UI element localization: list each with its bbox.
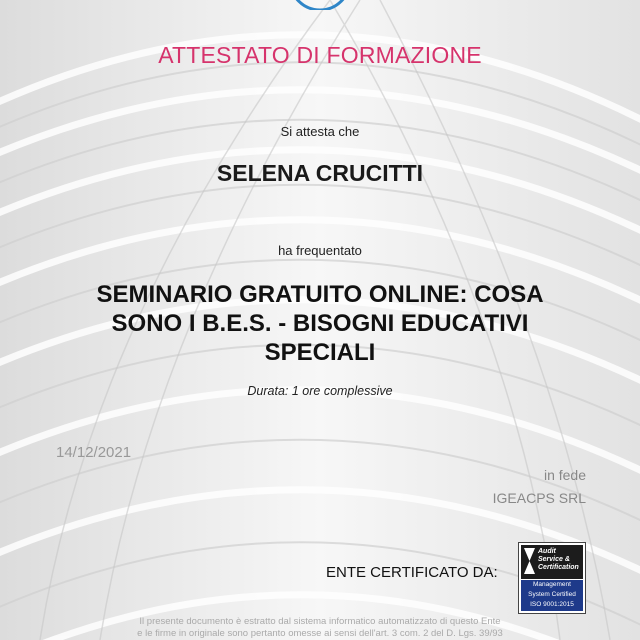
certified-by-label: ENTE CERTIFICATO DA: bbox=[326, 564, 498, 581]
badge-line-6: ISO 9001:2015 bbox=[530, 601, 574, 608]
footer-disclaimer bbox=[0, 616, 640, 640]
recipient-name: SELENA CRUCITTI bbox=[216, 160, 424, 186]
certification-badge bbox=[518, 542, 586, 614]
badge-line-4: Management bbox=[533, 581, 571, 588]
badge-line-3: Certification bbox=[538, 564, 579, 571]
issue-date: 14/12/2021 bbox=[56, 444, 132, 461]
course-duration: Durata: 1 ore complessive bbox=[247, 384, 393, 398]
course-title: SEMINARIO GRATUITO ONLINE: COSA SONO I B.E.S. - BISOGNI EDUCATIVI SPECIALI bbox=[96, 281, 544, 366]
logo-ring-icon bbox=[280, 0, 360, 10]
certificate-title: ATTESTATO DI FORMAZIONE bbox=[158, 42, 482, 68]
badge-footer bbox=[521, 580, 583, 611]
attended-label: ha frequentato bbox=[278, 243, 362, 258]
badge-line-2: Service & bbox=[538, 556, 570, 563]
intro-text: Si attesta che bbox=[280, 124, 360, 139]
footer-line-2: e le firme in originale sono pertanto omesse ai sensi dell'art. 3 com. 2 del D. Lgs. 39/93 bbox=[137, 628, 503, 639]
badge-header bbox=[521, 545, 583, 579]
badge-line-5: System Certified bbox=[528, 591, 576, 598]
issuer-name: IGEACPS SRL bbox=[492, 490, 586, 506]
footer-line-1: Il presente documento è estratto dal sistema informatico automatizzato di questo Ente bbox=[139, 616, 501, 627]
hourglass-icon bbox=[523, 547, 536, 575]
signoff-text: in fede bbox=[543, 467, 586, 483]
badge-line-1: Audit bbox=[538, 548, 556, 555]
